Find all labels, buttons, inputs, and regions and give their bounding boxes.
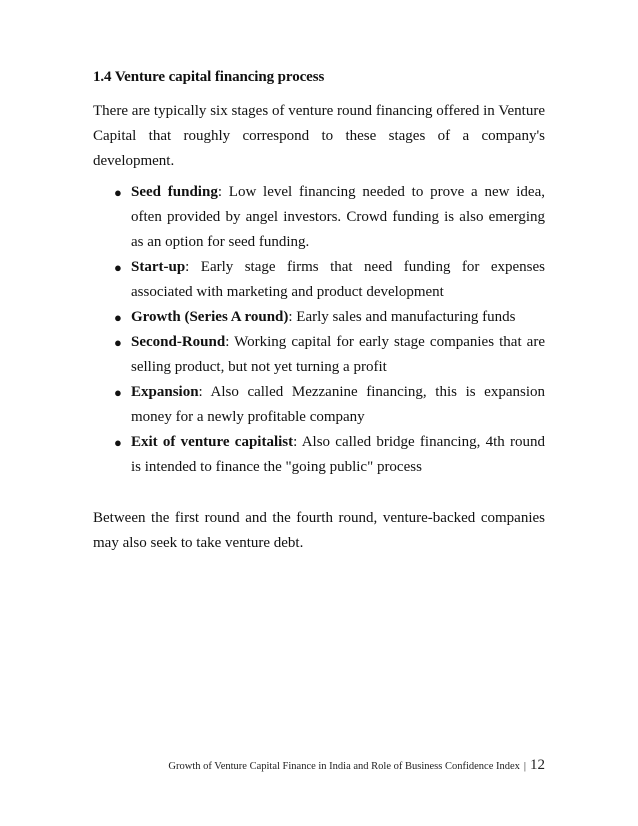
closing-paragraph: Between the first round and the fourth round, venture-backed companies may also seek to take venture debt. [93,510,545,551]
stage-term: Start-up [131,259,186,275]
list-item [93,330,545,380]
stage-term: Growth (Series A round) [131,309,289,325]
list-item [93,430,545,480]
stage-description: : Early stage firms that need funding for expenses associated with marketing and product development [131,259,545,300]
stage-term: Exit of venture capitalist [131,434,294,450]
stage-description: : Early sales and manufacturing funds [288,309,516,325]
list-item [93,305,545,330]
stage-description: : Also called Mezzanine financing, this is expansion money for a newly profitable company [131,384,545,425]
stage-description: : Low level financing needed to prove a new idea, often provided by angel investors. Crowd funding is also emerging as an option for seed funding. [131,184,545,250]
footer-title: Growth of Venture Capital Finance in India and Role of Business Confidence Index [168,761,520,772]
stage-term: Expansion [131,384,199,400]
stage-term: Seed funding [131,184,218,200]
stage-term: Second-Round [131,334,226,350]
section-heading: 1.4 Venture capital financing process [93,69,325,85]
page-number: 12 [530,757,545,773]
list-item [93,255,545,305]
page-footer [168,757,545,774]
bullet-icon: ● [114,260,122,275]
list-item [93,380,545,430]
bullet-icon: ● [114,385,122,400]
bullet-icon: ● [114,435,122,450]
bullet-icon: ● [114,185,122,200]
intro-paragraph: There are typically six stages of venture round financing offered in Venture Capital that roughly correspond to these stages of a company's development. [93,103,545,169]
list-item [93,180,545,255]
bullet-icon: ● [114,310,122,325]
stage-description: : Working capital for early stage companies that are selling product, but not yet turning a profit [131,334,545,375]
bullet-icon: ● [114,335,122,350]
footer-separator: | [523,761,526,772]
stage-description: : Also called bridge financing, 4th round is intended to finance the "going public" process [131,434,545,475]
stages-list [93,180,545,480]
